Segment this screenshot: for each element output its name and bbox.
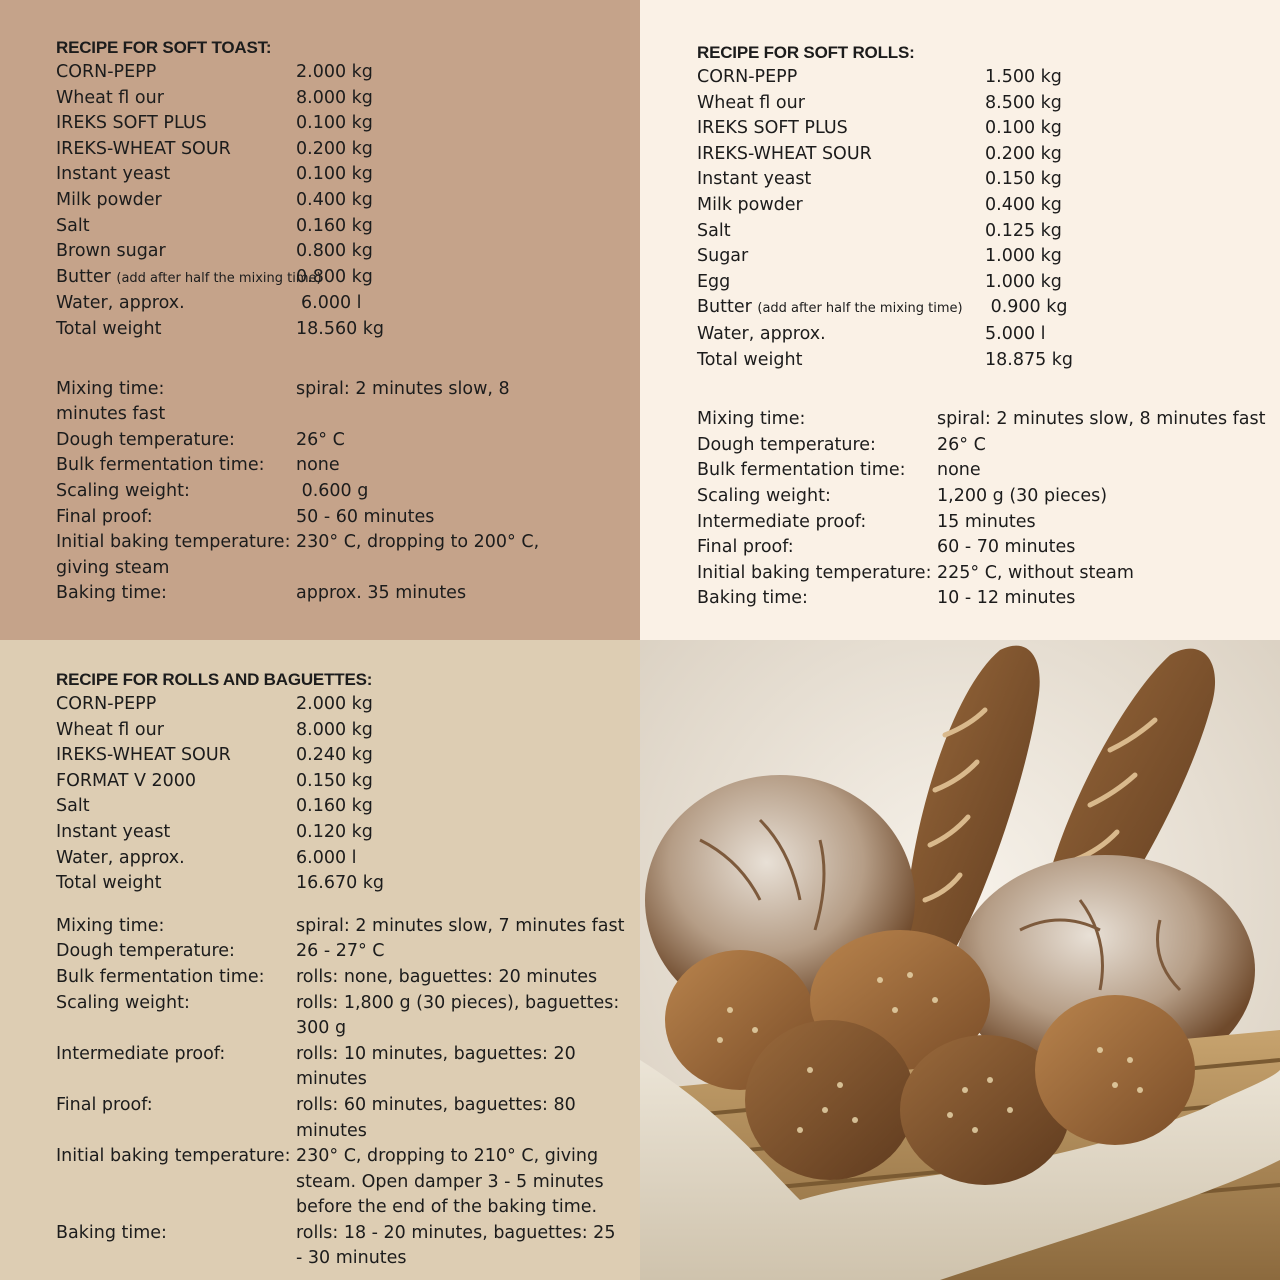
total-weight-row xyxy=(56,871,626,897)
process-row xyxy=(697,510,1267,536)
total-weight-row xyxy=(56,317,616,343)
process-label: Bulk fermentation time: xyxy=(697,460,906,481)
ingredient-name: Water, approx. xyxy=(56,293,185,314)
process-label: Scaling weight: xyxy=(697,485,831,506)
ingredient-name: Wheat fl our xyxy=(56,719,164,740)
total-weight-value: 16.670 kg xyxy=(296,873,385,894)
total-weight-value: 18.875 kg xyxy=(985,349,1074,370)
process-row xyxy=(697,458,1267,484)
process-row xyxy=(56,939,626,965)
ingredient-row xyxy=(697,322,1267,348)
ingredient-name: Instant yeast xyxy=(56,164,171,185)
process-row xyxy=(56,428,616,454)
ingredient-row xyxy=(56,291,616,317)
total-weight-label: Total weight xyxy=(56,318,162,339)
ingredient-amount: 0.800 kg xyxy=(296,241,373,262)
ingredient-row xyxy=(697,270,1267,296)
process-value: none xyxy=(937,460,981,481)
process-label: Mixing time: xyxy=(56,915,165,936)
ingredient-name: IREKS-WHEAT SOUR xyxy=(56,745,231,766)
process-value: 26 - 27° C xyxy=(296,941,385,962)
ingredient-row xyxy=(697,167,1267,193)
process-value: rolls: 1,800 g (30 pieces), baguettes: 300 g xyxy=(296,992,620,1039)
ingredient-amount: 0.100 kg xyxy=(296,164,373,185)
ingredient-row xyxy=(697,244,1267,270)
ingredient-amount: 0.200 kg xyxy=(296,138,373,159)
ingredient-name: Brown sugar xyxy=(56,241,166,262)
process-label: Scaling weight: xyxy=(56,480,190,501)
soft-toast-panel xyxy=(0,0,640,640)
process-value: rolls: none, baguettes: 20 minutes xyxy=(296,966,598,987)
ingredient-row xyxy=(56,162,616,188)
process-label: Baking time: xyxy=(56,1222,167,1243)
rolls-baguettes-recipe xyxy=(56,667,626,1272)
ingredient-amount: 8.000 kg xyxy=(296,87,373,108)
process-row xyxy=(56,965,626,991)
ingredient-row-butter xyxy=(697,295,1267,322)
process-label: Final proof: xyxy=(56,506,153,527)
process-row xyxy=(56,914,626,940)
process-row xyxy=(697,407,1267,433)
ingredient-amount: 5.000 l xyxy=(985,323,1046,344)
ingredient-amount: 0.240 kg xyxy=(296,745,373,766)
process-row xyxy=(56,1042,626,1093)
ingredient-name: Milk powder xyxy=(697,194,803,215)
butter-label: Butter xyxy=(56,266,111,287)
ingredient-list xyxy=(697,65,1267,373)
ingredient-amount: 0.800 kg xyxy=(296,266,373,287)
ingredient-amount: 2.000 kg xyxy=(296,62,373,82)
process-label: Baking time: xyxy=(56,583,167,604)
ingredient-row xyxy=(56,794,626,820)
process-row-continuation xyxy=(56,402,616,428)
ingredient-name: CORN-PEPP xyxy=(56,694,157,714)
ingredient-name: Milk powder xyxy=(56,189,162,210)
ingredient-amount: 0.120 kg xyxy=(296,821,373,842)
process-label: Dough temperature: xyxy=(697,434,876,455)
ingredient-name: Water, approx. xyxy=(56,847,185,868)
ingredient-name: FORMAT V 2000 xyxy=(56,770,197,791)
spacer xyxy=(56,343,616,377)
process-row xyxy=(697,484,1267,510)
ingredient-name xyxy=(56,265,322,292)
process-row xyxy=(56,377,616,403)
process-row xyxy=(56,1144,626,1221)
ingredient-name: Instant yeast xyxy=(697,169,812,190)
ingredient-amount: 0.125 kg xyxy=(985,220,1062,241)
process-label: Dough temperature: xyxy=(56,429,235,450)
process-label: Initial baking temperature: xyxy=(56,1146,291,1167)
ingredient-row xyxy=(56,718,626,744)
ingredient-amount: 0.150 kg xyxy=(296,770,373,791)
process-value: 60 - 70 minutes xyxy=(937,537,1076,558)
process-row xyxy=(56,453,616,479)
ingredient-name: Wheat fl our xyxy=(697,92,805,113)
ingredient-row xyxy=(56,692,626,718)
process-row xyxy=(697,586,1267,612)
process-value: 15 minutes xyxy=(937,511,1036,532)
process-value: rolls: 10 minutes, baguettes: 20 minutes xyxy=(296,1043,576,1090)
ingredient-amount: 8.000 kg xyxy=(296,719,373,740)
recipe-title: RECIPE FOR SOFT TOAST: xyxy=(56,38,272,57)
process-label: Final proof: xyxy=(697,537,794,558)
ingredient-name: IREKS SOFT PLUS xyxy=(56,113,207,134)
bread-basket-photo xyxy=(640,640,1280,1280)
ingredient-row xyxy=(56,769,626,795)
ingredient-row xyxy=(56,111,616,137)
ingredient-row xyxy=(56,743,626,769)
process-label: Intermediate proof: xyxy=(56,1043,226,1064)
ingredient-amount: 1.000 kg xyxy=(985,271,1062,292)
ingredient-row xyxy=(56,137,616,163)
ingredient-name: Sugar xyxy=(697,246,749,267)
ingredient-name: IREKS SOFT PLUS xyxy=(697,118,848,139)
process-row xyxy=(56,1221,626,1272)
ingredient-list xyxy=(56,692,626,897)
process-label: Scaling weight: xyxy=(56,992,190,1013)
process-list xyxy=(56,914,626,1272)
process-label: Final proof: xyxy=(56,1094,153,1115)
process-value: 10 - 12 minutes xyxy=(937,588,1076,609)
process-label: Initial baking temperature: xyxy=(56,532,291,553)
process-value: 26° C xyxy=(296,429,345,450)
total-weight-row xyxy=(697,348,1267,374)
ingredient-row xyxy=(56,86,616,112)
process-label: Initial baking temperature: xyxy=(697,562,932,583)
process-value: 26° C xyxy=(937,434,986,455)
bread-basket-image xyxy=(640,640,1280,1280)
ingredient-list xyxy=(56,60,616,343)
process-value: rolls: 60 minutes, baguettes: 80 minutes xyxy=(296,1094,576,1141)
process-row xyxy=(56,479,616,505)
ingredient-row xyxy=(697,65,1267,91)
ingredient-amount: 0.160 kg xyxy=(296,215,373,236)
ingredient-amount: 0.900 kg xyxy=(985,297,1068,318)
ingredient-amount: 1.000 kg xyxy=(985,246,1062,267)
ingredient-name: Salt xyxy=(697,220,731,241)
process-label: Mixing time: xyxy=(56,378,165,399)
total-weight-value: 18.560 kg xyxy=(296,318,385,339)
process-list xyxy=(56,377,616,607)
process-label: Bulk fermentation time: xyxy=(56,966,265,987)
total-weight-label: Total weight xyxy=(697,349,803,370)
process-label: Dough temperature: xyxy=(56,941,235,962)
ingredient-row-butter xyxy=(56,265,616,292)
process-label: Baking time: xyxy=(697,588,808,609)
ingredient-amount: 0.100 kg xyxy=(296,113,373,134)
process-value: rolls: 18 - 20 minutes, baguettes: 25 - 30 minutes xyxy=(296,1222,616,1269)
butter-label: Butter xyxy=(697,297,752,318)
ingredient-name: Salt xyxy=(56,215,90,236)
process-label: Intermediate proof: xyxy=(697,511,867,532)
total-weight-label: Total weight xyxy=(56,873,162,894)
process-value: 1,200 g (30 pieces) xyxy=(937,485,1108,506)
ingredient-name: CORN-PEPP xyxy=(697,67,798,87)
recipe-title: RECIPE FOR ROLLS AND BAGUETTES: xyxy=(56,670,373,689)
ingredient-amount: 0.100 kg xyxy=(985,118,1062,139)
soft-rolls-recipe xyxy=(697,40,1267,612)
ingredient-amount: 6.000 l xyxy=(301,293,362,314)
ingredient-row xyxy=(56,214,616,240)
ingredient-name: Instant yeast xyxy=(56,821,171,842)
ingredient-name: IREKS-WHEAT SOUR xyxy=(697,143,872,164)
ingredient-amount: 0.200 kg xyxy=(985,143,1062,164)
soft-rolls-panel xyxy=(640,0,1280,640)
ingredient-row xyxy=(56,846,626,872)
ingredient-row xyxy=(697,219,1267,245)
process-list xyxy=(697,407,1267,612)
ingredient-amount: 6.000 l xyxy=(296,847,357,868)
process-row xyxy=(56,581,616,607)
ingredient-name: IREKS-WHEAT SOUR xyxy=(56,138,231,159)
process-row xyxy=(697,561,1267,587)
ingredient-amount: 1.500 kg xyxy=(985,67,1062,87)
butter-note: (add after half the mixing time) xyxy=(757,301,963,317)
ingredient-name: Water, approx. xyxy=(697,323,826,344)
process-value: approx. 35 minutes xyxy=(296,583,467,604)
ingredient-row xyxy=(697,142,1267,168)
process-row xyxy=(56,991,626,1042)
ingredient-row xyxy=(697,116,1267,142)
process-row-continuation xyxy=(56,556,616,582)
ingredient-row xyxy=(56,239,616,265)
ingredient-amount: 0.160 kg xyxy=(296,796,373,817)
process-value: 230° C, dropping to 200° C, xyxy=(296,532,540,553)
process-value: minutes fast xyxy=(56,404,166,425)
process-value: 230° C, dropping to 210° C, giving steam. Open damper 3 - 5 minutes before the end of the baking time. xyxy=(296,1146,604,1218)
ingredient-amount: 8.500 kg xyxy=(985,92,1062,113)
process-value: spiral: 2 minutes slow, 7 minutes fast xyxy=(296,915,625,936)
ingredient-row xyxy=(56,60,616,86)
ingredient-name: Wheat fl our xyxy=(56,87,164,108)
process-value: spiral: 2 minutes slow, 8 minutes fast xyxy=(937,409,1266,430)
soft-toast-recipe xyxy=(56,35,616,607)
ingredient-amount: 2.000 kg xyxy=(296,694,373,714)
ingredient-row xyxy=(697,91,1267,117)
spacer xyxy=(56,897,626,914)
ingredient-amount: 0.400 kg xyxy=(985,194,1062,215)
process-row xyxy=(697,535,1267,561)
butter-note: (add after half the mixing time) xyxy=(116,270,322,286)
ingredient-row xyxy=(56,188,616,214)
process-value: giving steam xyxy=(56,557,170,578)
ingredient-row xyxy=(697,193,1267,219)
process-value: 50 - 60 minutes xyxy=(296,506,435,527)
recipe-title: RECIPE FOR SOFT ROLLS: xyxy=(697,43,915,62)
process-row xyxy=(56,530,616,556)
ingredient-amount: 0.400 kg xyxy=(296,189,373,210)
process-label: Bulk fermentation time: xyxy=(56,455,265,476)
ingredient-name: CORN-PEPP xyxy=(56,62,157,82)
process-row xyxy=(56,1093,626,1144)
process-label: Mixing time: xyxy=(697,409,806,430)
process-row xyxy=(56,505,616,531)
ingredient-amount: 0.150 kg xyxy=(985,169,1062,190)
process-value: 225° C, without steam xyxy=(937,562,1134,583)
ingredient-name: Egg xyxy=(697,271,731,292)
process-value: spiral: 2 minutes slow, 8 xyxy=(296,378,510,399)
process-row xyxy=(697,433,1267,459)
ingredient-row xyxy=(56,820,626,846)
process-value: 0.600 g xyxy=(296,480,369,501)
process-value: none xyxy=(296,455,340,476)
ingredient-name: Salt xyxy=(56,796,90,817)
spacer xyxy=(697,373,1267,407)
ingredient-name xyxy=(697,295,985,322)
